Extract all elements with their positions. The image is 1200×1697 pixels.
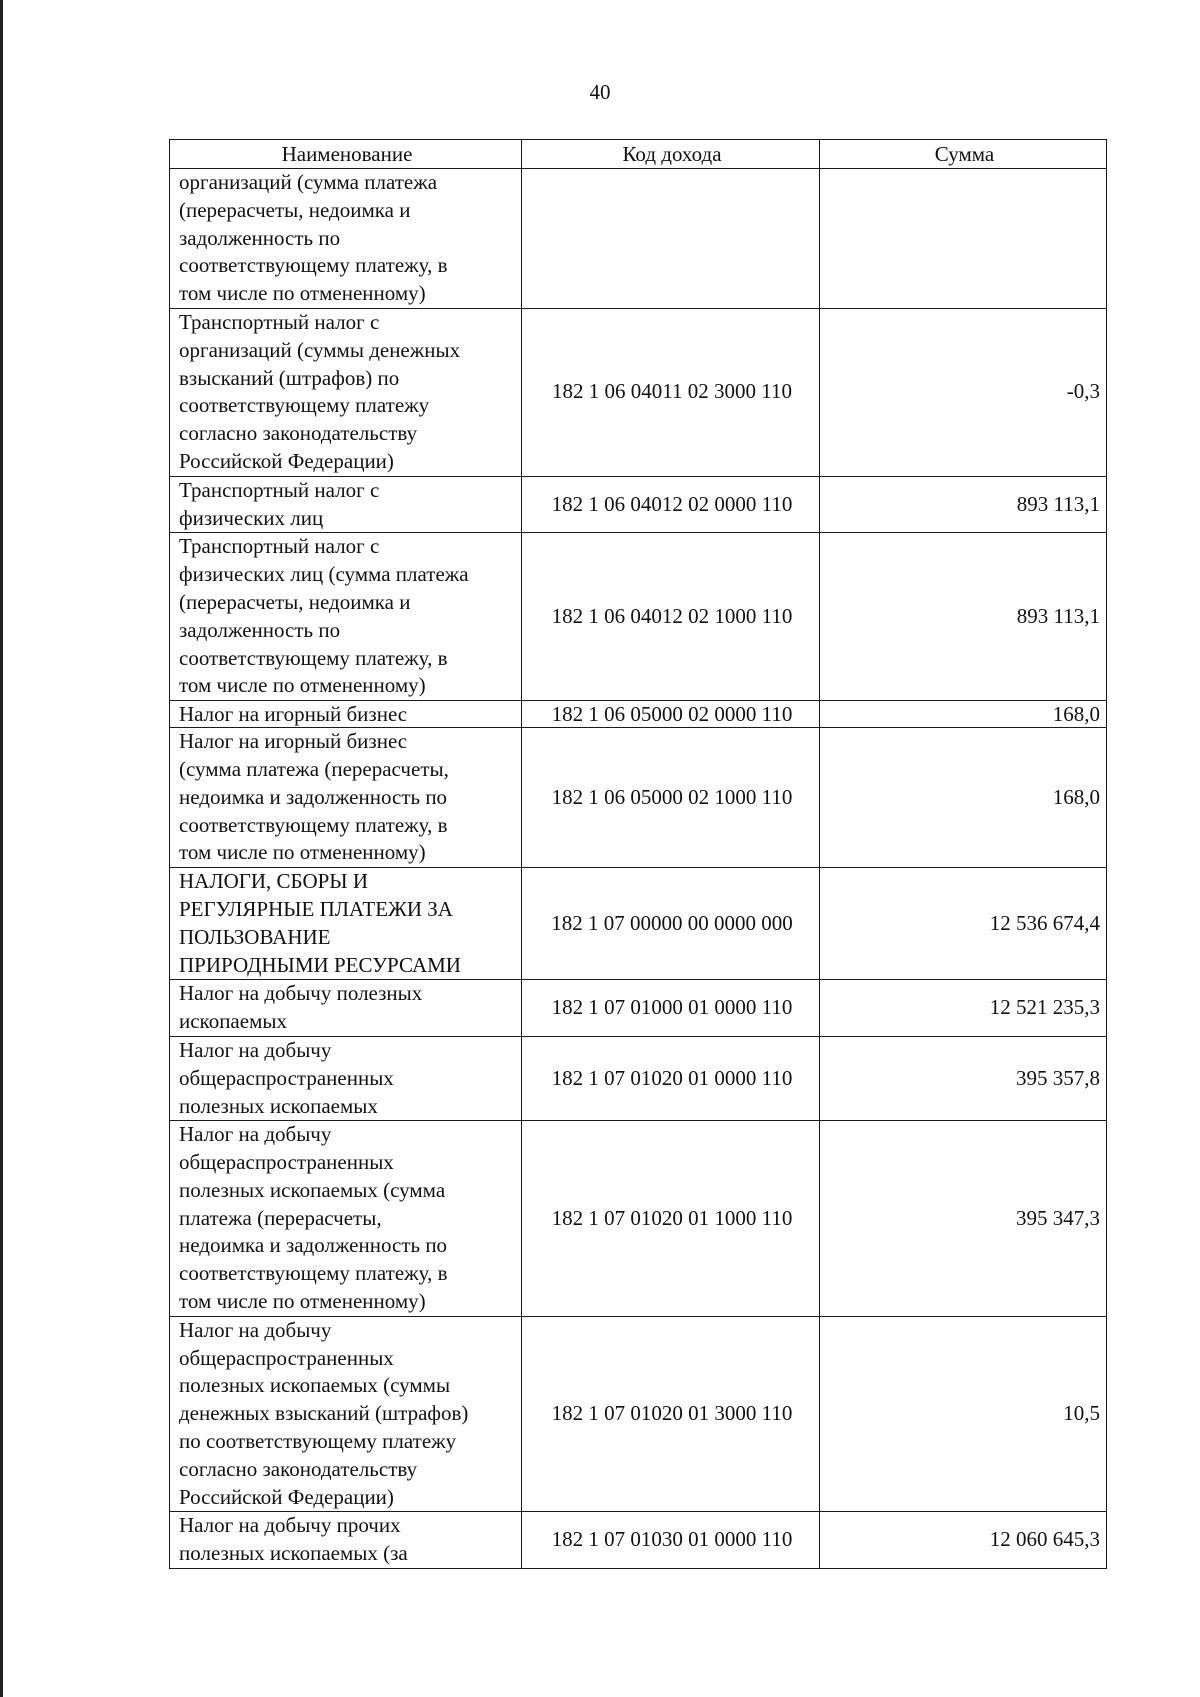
row-name-line: согласно законодательству	[179, 1456, 418, 1481]
row-name-line: физических лиц	[179, 505, 324, 530]
row-name-line: недоимка и задолженность по	[179, 1233, 448, 1258]
table-header	[170, 140, 1107, 169]
row-code-cell: 182 1 06 04012 02 0000 110	[522, 476, 820, 533]
row-name-cell	[170, 476, 522, 533]
row-name-line: соответствующему платежу	[179, 393, 430, 418]
table-row	[170, 728, 1107, 868]
row-name-line: (перерасчеты, недоимка и	[179, 197, 411, 222]
row-sum-cell: 893 113,1	[820, 533, 1107, 701]
row-name-line: платежа (перерасчеты,	[179, 1205, 382, 1230]
row-code-cell: 182 1 07 01030 01 0000 110	[522, 1512, 820, 1569]
table-row	[170, 701, 1107, 728]
row-name-line: соответствующему платежу, в	[179, 253, 448, 278]
row-name-line: соответствующему платежу, в	[179, 812, 448, 837]
table-row	[170, 1121, 1107, 1317]
row-name-cell	[170, 1316, 522, 1512]
row-name-line: Налог на добычу прочих	[179, 1513, 401, 1538]
row-name-line: согласно законодательству	[179, 421, 418, 446]
row-name-line: по соответствующему платежу	[179, 1429, 457, 1454]
row-name-line: НАЛОГИ, СБОРЫ И	[179, 869, 369, 894]
row-name-line: физических лиц (сумма платежа	[179, 562, 469, 587]
row-name-line: Налог на добычу полезных	[179, 981, 423, 1006]
row-name-line: том числе по отмененному)	[179, 840, 426, 865]
table-row	[170, 308, 1107, 476]
row-code-cell	[522, 169, 820, 309]
row-code-cell: 182 1 06 05000 02 1000 110	[522, 728, 820, 868]
row-sum-cell	[820, 169, 1107, 309]
row-name-line: Транспортный налог с	[179, 309, 380, 334]
row-name-line: том числе по отмененному)	[179, 673, 426, 698]
row-sum-cell: 168,0	[820, 728, 1107, 868]
row-name-cell	[170, 169, 522, 309]
row-code-cell: 182 1 07 01020 01 1000 110	[522, 1121, 820, 1317]
row-sum-cell: 10,5	[820, 1316, 1107, 1512]
row-name-line: общераспространенных	[179, 1345, 394, 1370]
row-name-cell	[170, 868, 522, 980]
row-name-line: общераспространенных	[179, 1065, 394, 1090]
row-code-cell: 182 1 06 04012 02 1000 110	[522, 533, 820, 701]
row-code-cell: 182 1 06 04011 02 3000 110	[522, 308, 820, 476]
row-name-cell	[170, 980, 522, 1037]
row-code-cell: 182 1 07 01020 01 3000 110	[522, 1316, 820, 1512]
header-name: Наименование	[170, 140, 522, 169]
table-row	[170, 533, 1107, 701]
row-name-line: задолженность по	[179, 225, 341, 250]
row-name-cell	[170, 1036, 522, 1120]
row-sum-cell: -0,3	[820, 308, 1107, 476]
table-row	[170, 980, 1107, 1037]
row-name-line: недоимка и задолженность по	[179, 784, 448, 809]
row-name-line: общераспространенных	[179, 1150, 394, 1175]
row-name-line: Налог на игорный бизнес	[179, 702, 408, 727]
table-row	[170, 169, 1107, 309]
row-code-cell: 182 1 07 01020 01 0000 110	[522, 1036, 820, 1120]
row-name-line: взысканий (штрафов) по	[179, 365, 400, 390]
row-name-line: организаций (суммы денежных	[179, 337, 461, 362]
row-code-cell: 182 1 07 00000 00 0000 000	[522, 868, 820, 980]
row-name-line: полезных ископаемых (за	[179, 1541, 408, 1566]
row-name-line: Транспортный налог с	[179, 477, 380, 502]
row-name-line: ископаемых	[179, 1009, 287, 1034]
row-sum-cell: 12 060 645,3	[820, 1512, 1107, 1569]
table-body	[170, 169, 1107, 1569]
row-name-line: Налог на игорный бизнес	[179, 729, 408, 754]
row-name-line: том числе по отмененному)	[179, 281, 426, 306]
header-code: Код дохода	[522, 140, 820, 169]
row-name-line: организаций (сумма платежа	[179, 170, 438, 194]
row-sum-cell: 12 536 674,4	[820, 868, 1107, 980]
row-name-line: Налог на добычу	[179, 1317, 332, 1342]
page-number: 40	[589, 80, 611, 104]
row-name-cell	[170, 701, 522, 728]
table-row	[170, 1316, 1107, 1512]
row-code-cell: 182 1 07 01000 01 0000 110	[522, 980, 820, 1037]
row-name-cell	[170, 533, 522, 701]
row-name-line: ПРИРОДНЫМИ РЕСУРСАМИ	[179, 952, 461, 977]
row-name-cell	[170, 308, 522, 476]
row-name-line: денежных взысканий (штрафов)	[179, 1401, 469, 1426]
row-name-line: РЕГУЛЯРНЫЕ ПЛАТЕЖИ ЗА	[179, 896, 453, 921]
row-name-line: Налог на добычу	[179, 1122, 332, 1147]
row-name-line: том числе по отмененному)	[179, 1289, 426, 1314]
row-name-cell	[170, 1121, 522, 1317]
row-name-line: Российской Федерации)	[179, 448, 394, 473]
header-row	[170, 140, 1107, 169]
row-sum-cell: 12 521 235,3	[820, 980, 1107, 1037]
table-row	[170, 868, 1107, 980]
table-row	[170, 1036, 1107, 1120]
row-name-line: соответствующему платежу, в	[179, 1261, 448, 1286]
table-row	[170, 1512, 1107, 1569]
row-name-line: Транспортный налог с	[179, 534, 380, 559]
row-name-line: (перерасчеты, недоимка и	[179, 589, 411, 614]
row-name-line: Налог на добычу	[179, 1037, 332, 1062]
row-name-line: (сумма платежа (перерасчеты,	[179, 756, 449, 781]
row-code-cell: 182 1 06 05000 02 0000 110	[522, 701, 820, 728]
row-name-cell	[170, 728, 522, 868]
row-sum-cell: 893 113,1	[820, 476, 1107, 533]
row-sum-cell: 395 357,8	[820, 1036, 1107, 1120]
table-row	[170, 476, 1107, 533]
scan-edge-shadow	[0, 0, 3, 1697]
header-sum: Сумма	[820, 140, 1107, 169]
row-name-cell	[170, 1512, 522, 1569]
row-name-line: соответствующему платежу, в	[179, 645, 448, 670]
row-sum-cell: 168,0	[820, 701, 1107, 728]
row-sum-cell: 395 347,3	[820, 1121, 1107, 1317]
row-name-line: полезных ископаемых (сумма	[179, 1177, 446, 1202]
revenue-table	[169, 139, 1107, 1569]
row-name-line: полезных ископаемых	[179, 1093, 378, 1118]
row-name-line: задолженность по	[179, 617, 341, 642]
row-name-line: полезных ископаемых (суммы	[179, 1373, 451, 1398]
row-name-line: ПОЛЬЗОВАНИЕ	[179, 924, 331, 949]
row-name-line: Российской Федерации)	[179, 1484, 394, 1509]
